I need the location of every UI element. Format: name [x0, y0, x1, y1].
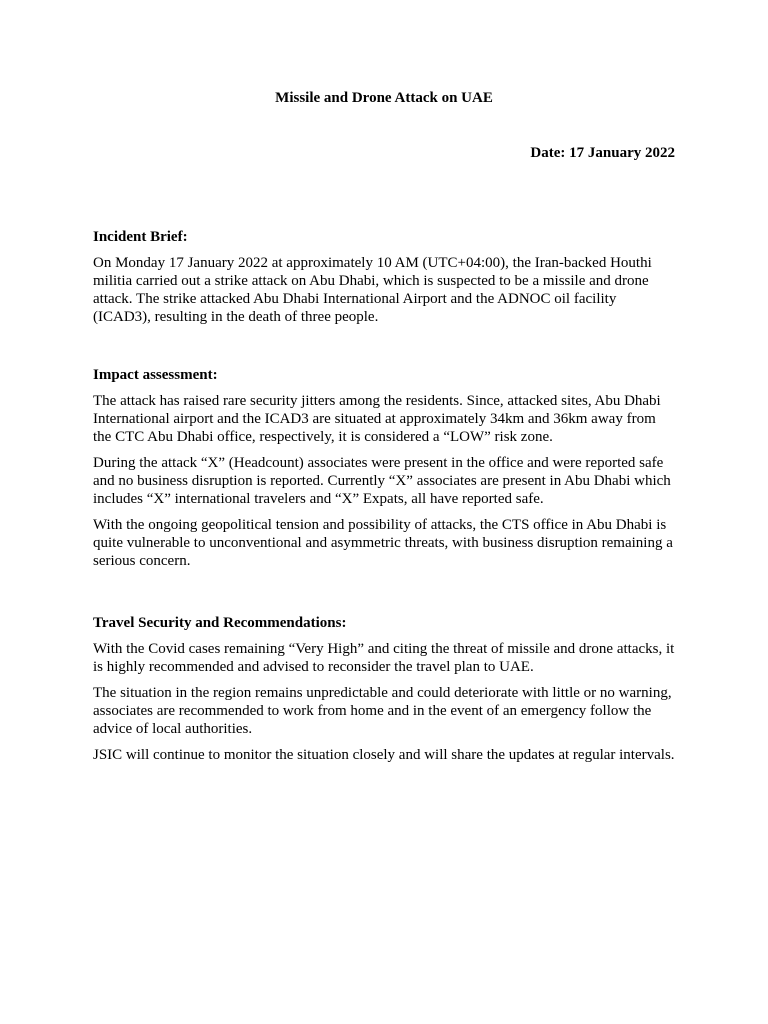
section-impact-assessment [93, 366, 675, 578]
paragraph: With the Covid cases remaining “Very High” and citing the threat of missile and drone attacks, it is highly recommended and advised to reconsider the travel plan to UAE. [93, 641, 675, 675]
section-heading: Incident Brief: [93, 229, 188, 245]
section-heading: Travel Security and Recommendations: [93, 615, 347, 631]
section-travel-security [93, 614, 675, 772]
section-incident-brief [93, 228, 675, 334]
document-page [93, 0, 675, 1024]
paragraph: On Monday 17 January 2022 at approximately 10 AM (UTC+04:00), the Iran-backed Houthi militia carried out a strike attack on Abu Dhabi, which is suspected to be a missile and drone attack. The strike attacked Abu Dhabi International Airport and the ADNOC oil facility (ICAD3), resulting in the death of three people. [93, 255, 652, 325]
paragraph: The attack has raised rare security jitters among the residents. Since, attacked sites, Abu Dhabi International airport and the ICAD3 are situated at approximately 34km and 36km away from the CTC Abu Dhabi office, respectively, it is considered a “LOW” risk zone. [93, 393, 661, 445]
paragraph: With the ongoing geopolitical tension and possibility of attacks, the CTS office in Abu Dhabi is quite vulnerable to unconventional and asymmetric threats, with business disruption remaining a serious concern. [93, 517, 673, 569]
paragraph: JSIC will continue to monitor the situation closely and will share the updates at regular intervals. [93, 747, 675, 763]
section-heading: Impact assessment: [93, 367, 218, 383]
paragraph: During the attack “X” (Headcount) associates were present in the office and were reported safe and no business disruption is reported. Currently “X” associates are present in Abu Dhabi which includes “X” international travelers and “X” Expats, all have reported safe. [93, 455, 671, 507]
document-date: Date: 17 January 2022 [530, 145, 675, 161]
paragraph: The situation in the region remains unpredictable and could deteriorate with little or no warning, associates are recommended to work from home and in the event of an emergency follow the advice of local authorities. [93, 685, 672, 737]
document-title: Missile and Drone Attack on UAE [275, 90, 493, 106]
